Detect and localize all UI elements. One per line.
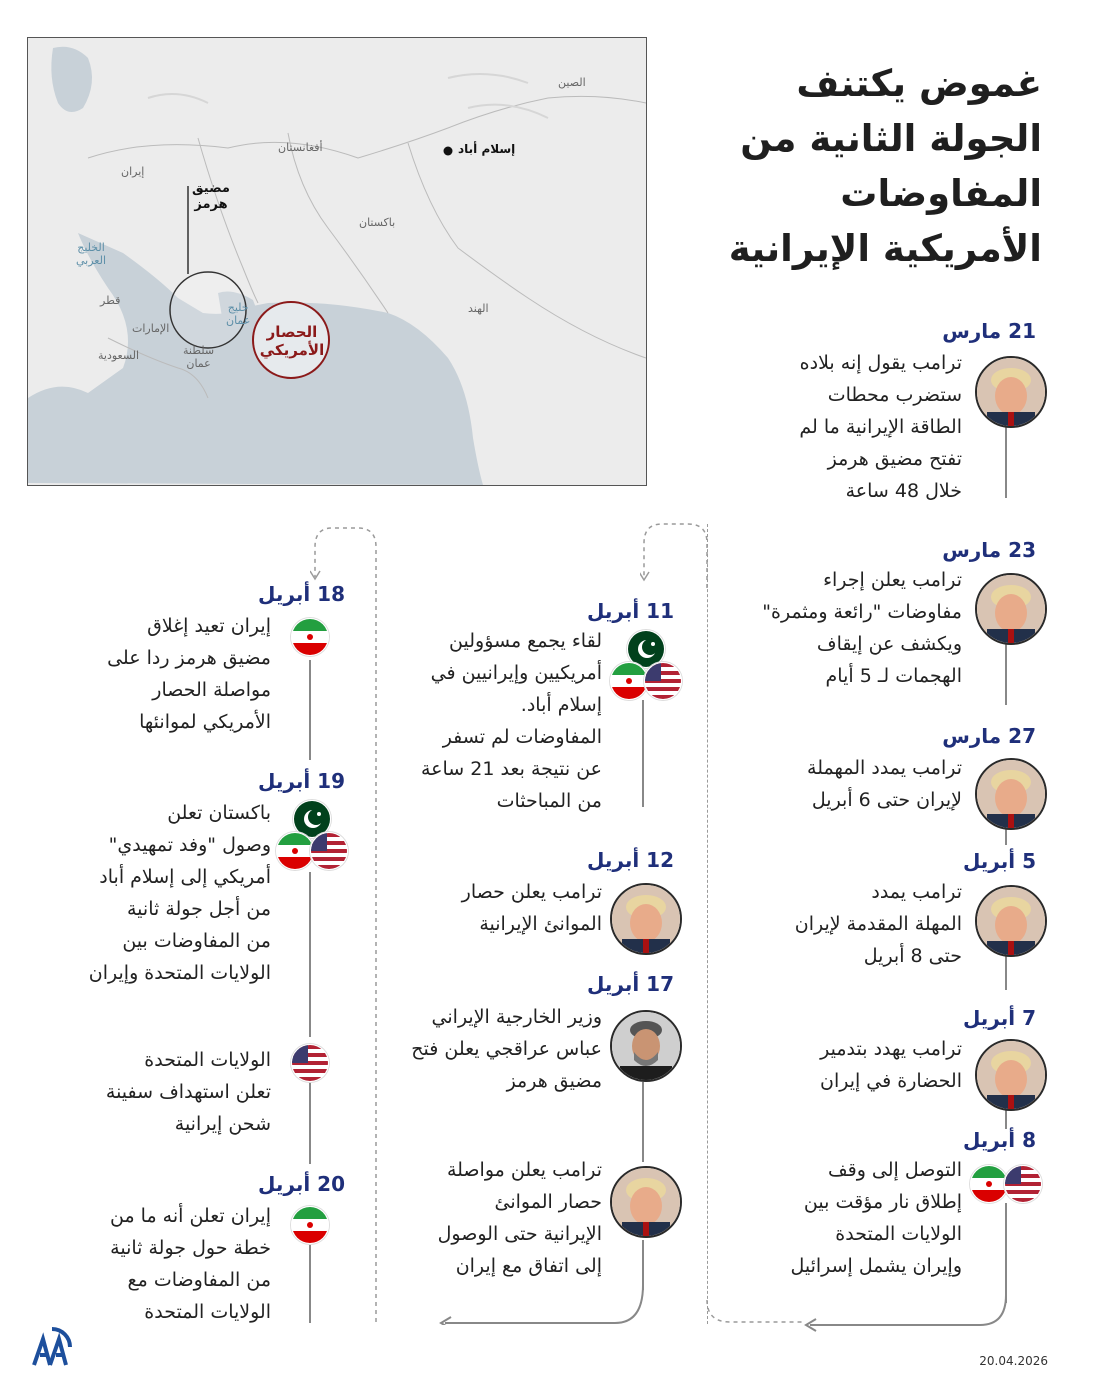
timeline-line bbox=[309, 1245, 311, 1323]
araghchi-portrait-icon bbox=[610, 1010, 682, 1082]
portrait-art bbox=[977, 575, 1045, 643]
event-text: التوصل إلى وقف إطلاق نار مؤقت بين الولايات المتحدة وإيران يشمل إسرائيل bbox=[790, 1159, 962, 1277]
islamabad-dot bbox=[444, 147, 453, 156]
us-flag-art bbox=[311, 833, 347, 869]
event-date: 7 أبريل bbox=[962, 1006, 1036, 1030]
portrait-art bbox=[977, 358, 1045, 426]
us-flag-icon bbox=[291, 1044, 329, 1082]
aa-logo-icon bbox=[30, 1325, 74, 1369]
event-text: ترامب يعلن حصار الموانئ الإيرانية bbox=[461, 881, 602, 935]
label-islamabad: إسلام أباد bbox=[458, 142, 516, 156]
dashed-connector bbox=[700, 1300, 810, 1330]
us-flag-icon bbox=[1004, 1165, 1042, 1203]
anadolu-logo bbox=[30, 1325, 74, 1369]
timeline-line bbox=[1005, 425, 1007, 498]
us-flag-art bbox=[292, 1045, 328, 1081]
title-line-2: الجولة الثانية من bbox=[740, 117, 1042, 160]
event-date: 19 أبريل bbox=[258, 769, 345, 793]
event-date: 18 أبريل bbox=[258, 582, 345, 606]
us-iran-flags-icon bbox=[970, 1163, 1044, 1203]
timeline-connector bbox=[435, 1285, 655, 1325]
title-line-3: المفاوضات bbox=[840, 172, 1042, 215]
event-date: 12 أبريل bbox=[587, 848, 674, 872]
event-text: ترامب يعلن إجراء مفاوضات "رائعة ومثمرة" ويكشف عن إيقاف الهجمات لـ 5 أيام bbox=[762, 569, 962, 687]
event-text: إيران تعيد إغلاق مضيق هرمز ردا على مواصلة الحصار الأمريكي لموانئها bbox=[107, 615, 271, 733]
arabian-sea bbox=[28, 233, 483, 485]
label-hormuz-strait: مضيق هرمز bbox=[192, 181, 230, 212]
trump-portrait-icon bbox=[610, 883, 682, 955]
event-date: 8 أبريل bbox=[962, 1128, 1036, 1152]
event-text: ترامب يقول إنه بلاده ستضرب محطات الطاقة الإيرانية ما لم تفتح مضيق هرمز خلال 48 ساعة bbox=[799, 352, 962, 502]
border-line bbox=[88, 96, 646, 158]
label-qatar: قطر bbox=[100, 294, 121, 307]
event-text: ترامب يمدد المهملة لإيران حتى 6 أبريل bbox=[807, 757, 962, 811]
event-date: 20 أبريل bbox=[258, 1172, 345, 1196]
event-text: إيران تعلن أنه ما من خطة حول جولة ثانية من المفاوضات مع الولايات المتحدة bbox=[109, 1205, 271, 1323]
timeline-line bbox=[309, 872, 311, 1037]
label-us-blockade: الحصار الأمريكي bbox=[259, 323, 325, 359]
trump-portrait-icon bbox=[975, 758, 1047, 830]
event-date: 17 أبريل bbox=[587, 972, 674, 996]
caspian-sea bbox=[51, 47, 92, 112]
iran-flag-art bbox=[292, 1207, 328, 1243]
event-date: 23 مارس bbox=[942, 538, 1036, 562]
timeline-connector bbox=[800, 1295, 1020, 1335]
timeline-line bbox=[309, 660, 311, 760]
iran-flag-art bbox=[611, 663, 647, 699]
event-text: ترامب يعلن مواصلة حصار الموانئ الإيرانية حتى الوصول إلى اتفاق مع إيران bbox=[437, 1159, 602, 1277]
portrait-art bbox=[612, 885, 680, 953]
label-oman: سلطنة عمان bbox=[183, 344, 215, 370]
portrait-art bbox=[612, 1168, 680, 1236]
event-text: الولايات المتحدة تعلن استهداف سفينة شحن إيرانية bbox=[105, 1049, 271, 1135]
label-pakistan: باكستان bbox=[359, 216, 396, 229]
label-saudi: السعودية bbox=[98, 349, 140, 362]
trump-portrait-icon bbox=[975, 573, 1047, 645]
us-flag-art bbox=[1005, 1166, 1041, 1202]
title-line-4: الأمريكية الإيرانية bbox=[728, 227, 1042, 270]
us-flag-icon bbox=[644, 662, 682, 700]
trump-portrait-icon bbox=[975, 1039, 1047, 1111]
event-text: لقاء يجمع مسؤولين أمريكيين وإيرانيين في إسلام أباد. المفاوضات لم تسفر عن نتيجة بعد 21 ساعة من المباحثات bbox=[420, 630, 602, 812]
trump-portrait-icon bbox=[610, 1166, 682, 1238]
event-date: 5 أبريل bbox=[962, 849, 1036, 873]
event-date: 11 أبريل bbox=[587, 599, 674, 623]
label-india: الهند bbox=[468, 302, 489, 315]
portrait-art bbox=[977, 1041, 1045, 1109]
title-line-1: غموض يكتنف bbox=[796, 62, 1042, 105]
event-date: 21 مارس bbox=[942, 319, 1036, 343]
event-date: 27 مارس bbox=[942, 724, 1036, 748]
timeline-line bbox=[642, 1240, 644, 1290]
portrait-art bbox=[612, 1012, 680, 1080]
event-text: وزير الخارجية الإيراني عباس عراقجي يعلن فتح مضيق هرمز bbox=[411, 1006, 602, 1092]
label-uae: الإمارات bbox=[132, 322, 170, 335]
event-text: باكستان تعلن وصول "وفد تمهيدي" أمريكي إلى إسلام أباد من أجل جولة ثانية من المفاوضات بين الولايات المتحدة وإيران bbox=[88, 802, 271, 984]
timeline-line bbox=[1005, 1203, 1007, 1303]
pakistan-us-iran-flags-icon bbox=[276, 800, 350, 870]
iran-flag-art bbox=[971, 1166, 1007, 1202]
pakistan-us-iran-flags-icon bbox=[610, 630, 684, 700]
event-text: ترامب يمدد المهلة المقدمة لإيران حتى 8 أبريل bbox=[794, 881, 962, 967]
portrait-art bbox=[977, 887, 1045, 955]
map-shapes bbox=[28, 38, 646, 485]
label-china: الصين bbox=[558, 76, 586, 89]
timeline-line bbox=[642, 1082, 644, 1162]
timeline-line bbox=[642, 700, 644, 807]
label-gulf-of-oman: خليج عمان bbox=[226, 301, 251, 327]
iran-flag-icon bbox=[276, 832, 314, 870]
label-afghanistan: أفغانستان bbox=[278, 141, 323, 154]
us-flag-icon bbox=[310, 832, 348, 870]
border-line bbox=[408, 143, 646, 358]
timeline-line bbox=[1005, 640, 1007, 705]
timeline-line bbox=[309, 1082, 311, 1164]
iran-flag-icon bbox=[291, 618, 329, 656]
iran-flag-art bbox=[292, 619, 328, 655]
label-arabian-gulf: الخليج العربي bbox=[76, 241, 107, 267]
trump-portrait-icon bbox=[975, 356, 1047, 428]
page-title bbox=[712, 56, 1042, 276]
trump-portrait-icon bbox=[975, 885, 1047, 957]
publish-date: 20.04.2026 bbox=[979, 1354, 1048, 1368]
iran-flag-art bbox=[277, 833, 313, 869]
label-iran: إيران bbox=[121, 165, 145, 178]
event-text: ترامب يهدد بتدمير الحضارة في إيران bbox=[819, 1038, 962, 1092]
us-flag-art bbox=[645, 663, 681, 699]
portrait-art bbox=[977, 760, 1045, 828]
iran-flag-icon bbox=[291, 1206, 329, 1244]
iran-flag-icon bbox=[610, 662, 648, 700]
region-map bbox=[27, 37, 647, 486]
terrain-marks bbox=[148, 74, 548, 118]
iran-flag-icon bbox=[970, 1165, 1008, 1203]
